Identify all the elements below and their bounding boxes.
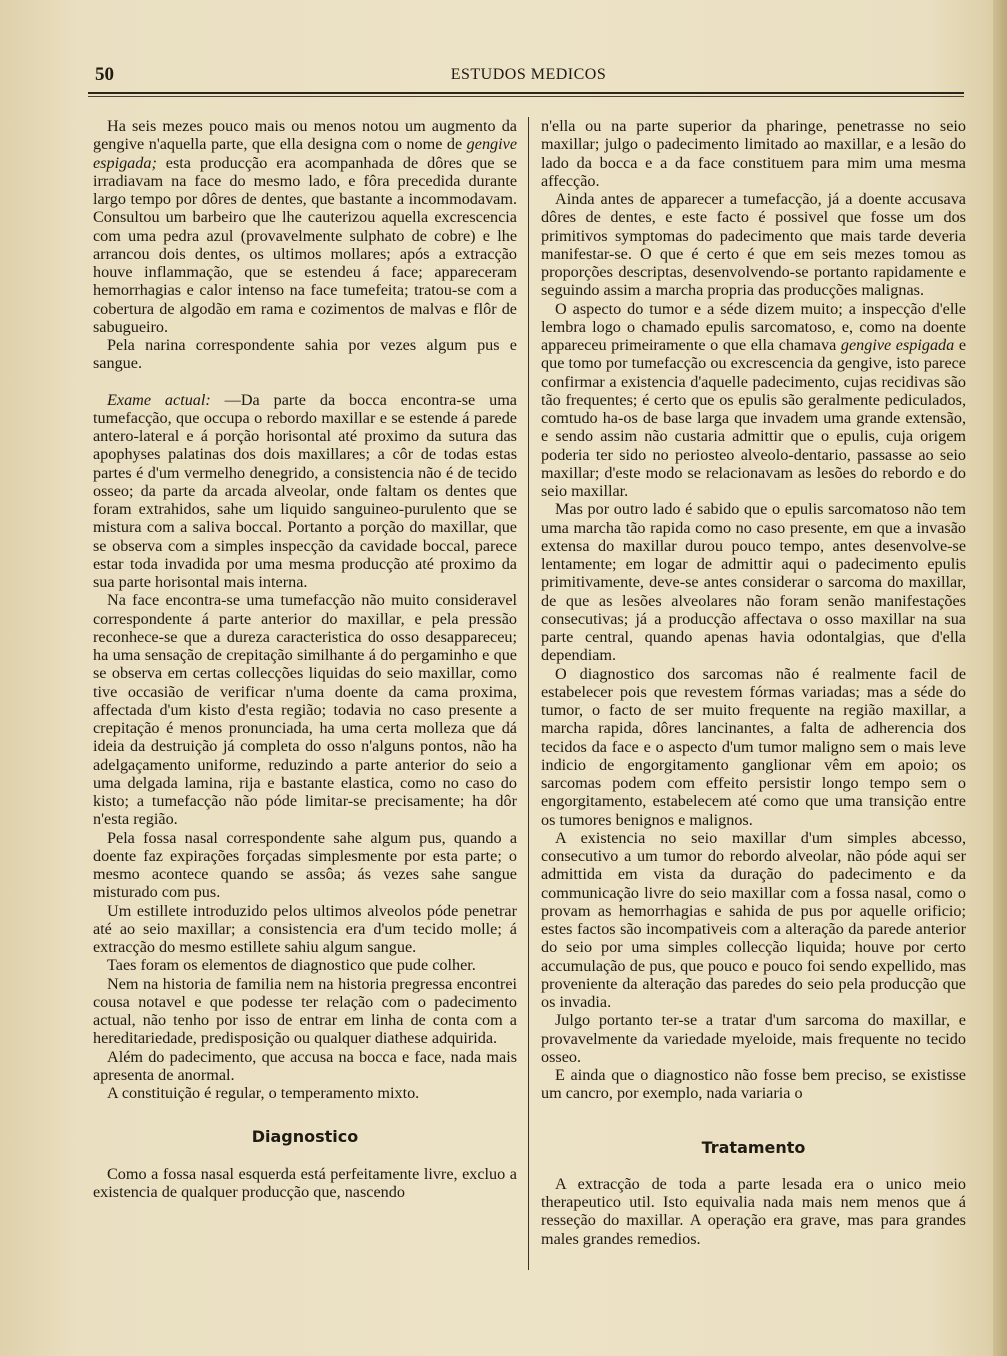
paragraph <box>93 117 517 336</box>
paragraph: Pela fossa nasal correspondente sahe algum pus, quando a doente faz expirações forçadas simplesmente por esta parte; o mesmo acontece quando se assôa; ás vezes sahe sangue misturado com pus. <box>93 828 517 902</box>
spacer <box>541 1157 966 1175</box>
paragraph: Pela narina correspondente sahia por vezes algum pus e sangue. <box>93 336 517 373</box>
paragraph <box>541 300 966 501</box>
paragraph: O diagnostico dos sarcomas não é realmente facil de estabelecer pois que revestem fórmas variadas; mas a séde do tumor, o facto de ser muito frequente na região maxillar, a marcha rapida, dôres lancinantes, a falta de adherencia dos tecidos da face e o aspecto d'um tumor maligno sem o mais leve indicio de engorgitamento ganglionar vêm em apoio; os sarcomas podem com effeito persistir longo tempo sem o engorgitamento, estabelecem até como que uma transição entre os tumores benignos e malignos. <box>541 664 966 829</box>
running-title: ESTUDOS MEDICOS <box>450 66 607 83</box>
paragraph: Ainda antes de apparecer a tumefacção, já a doente accusava dôres de dentes, e este facto é possivel que fosse um dos primitivos symptomas do padecimento que mais tarde deveria manifestar-se. O que é certo é que em seis mezes tomou as proporções descriptas, desenvolvendo-se portanto rapidamente e seguindo assim a marcha propria das producções malignas. <box>541 190 966 300</box>
header-rule-thin <box>88 96 964 97</box>
paragraph: Como a fossa nasal esquerda está perfeitamente livre, excluo a existencia de qualquer producção que, nascendo <box>93 1164 517 1201</box>
italic-term: gengive espigada <box>840 336 955 354</box>
paragraph: Mas por outro lado é sabido que o epulis sarcomatoso não tem uma marcha tão rapida como no caso presente, em que a invasão extensa do maxillar durou pouco tempo, antes desenvolve-se lentamente; em logar de admittir aqui o padecimento epulis primitivamente, deve-se antes considerar o sarcoma do maxillar, de que as lesões alveolares não foram senão manifestações consecutivas; já a producção affectava o osso maxillar na sua parte central, quando apenas havia odontalgias, que d'ella dependiam. <box>541 500 966 665</box>
paragraph: Taes foram os elementos de diagnostico que pude colher. <box>107 956 476 975</box>
text: Ha seis mezes pouco mais ou menos notou um augmento da gengive n'aquella parte, que ella designa com o nome de <box>93 117 517 154</box>
italic-heading: Exame actual: <box>107 390 211 409</box>
spacer <box>541 1103 966 1121</box>
paragraph: E ainda que o diagnostico não fosse bem preciso, se existisse um cancro, por exemplo, nada variaria o <box>541 1066 966 1103</box>
italic-term: gengive espigada; <box>93 135 518 172</box>
text: e que tomo por tumefacção ou excrescencia da gengive, isto parece confirmar a existencia d'aquelle padecimento, cujas recidivas são tão frequentes; é certo que os epulis são geralmente pediculados, comtudo ha-os de base larga que invadem uma grande extensão, e sendo assim não custaria admittir que o epulis, cuja origem poderia ter sido no periosteo alveolo-dentario, passasse ao seio maxillar; d'este modo se relacionavam as lesões do rebordo e do seio maxillar. <box>541 336 967 500</box>
paragraph: Nem na historia de familia nem na historia pregressa encontrei cousa notavel e que podesse ter relação com o padecimento actual, não tenho por isso de entrar em linha de conta com a hereditariedade, predisposição ou qualquer diathese adquirida. <box>93 974 517 1048</box>
paragraph: n'ella ou na parte superior da pharinge, penetrasse no seio maxillar; julgo o padecimento limitado ao maxillar, e a lesão do lado da bocca e a da face constituem para mim uma mesma affecção. <box>541 117 966 190</box>
page-header <box>95 62 962 92</box>
text: esta producção era acompanhada de dôres que se irradiavam na face do mesmo lado, e fôra precedida durante largo tempo por dôres de dentes, que bastante a incommodavam. Consultou um barbeiro que lhe cauterizou aquella excrescencia com uma pedra azul (provavelmente sulphato de cobre) e lhe arrancou dois dentes, os ultimos mollares; após a extracção houve inflammação, que se estendeu á face; appareceram hemorrhagias e calor intenso na face tumefeita; tratou-se com a cobertura de algodão em rama e cozimentos de malvas e flôr de sabugueiro. <box>93 153 517 336</box>
spacer <box>93 373 517 391</box>
text: O aspecto do tumor e a séde dizem muito; a inspecção d'elle lembra logo o chamado epulis sarcomatoso, e, como na doente appareceu primeiramente o que ella chamava <box>541 299 966 354</box>
paragraph: Julgo portanto ter-se a tratar d'um sarcoma do maxillar, e provavelmente da variedade myeloide, mais frequente no tecido osseo. <box>541 1011 966 1066</box>
spacer <box>93 1102 517 1120</box>
page-number: 50 <box>95 64 114 85</box>
right-column <box>541 117 966 1248</box>
page-edge-shadow <box>993 0 1007 1356</box>
section-heading-diagnostico: Diagnostico <box>251 1127 359 1147</box>
paragraph: A constituição é regular, o temperamento mixto. <box>107 1084 420 1102</box>
paragraph: Além do padecimento, que accusa na bocca e face, nada mais apresenta de anormal. <box>93 1047 517 1084</box>
paragraph: A extracção de toda a parte lesada era o unico meio therapeutico util. Isto equivalia nada mais nem menos que á resseção do maxillar. A operação era grave, mas para grandes males grandes remedios. <box>541 1174 966 1248</box>
column-divider <box>528 117 529 1270</box>
left-column <box>93 117 517 1201</box>
paragraph <box>93 391 517 592</box>
paragraph: A existencia no seio maxillar d'um simples abcesso, consecutivo a um tumor do rebordo alveolar, não póde aqui ser admittida em vista da duração do padecimento e da communicação livre do seio maxillar com a fossa nasal, como o provam as hemorrhagias e sahida de pus por aquelle orificio; estes factos são incompativeis com a alteração da parede anterior do seio por uma simples collecção liquida; houve por certo accumulação de pus, que pouco e pouco foi sendo expellido, mas proveniente da alteração das paredes do seio pela producção que os invadia. <box>541 828 966 1011</box>
spacer <box>541 1121 966 1139</box>
text: —Da parte da bocca encontra-se uma tumefacção, que occupa o rebordo maxillar e se estende á parede antero-lateral e á porção horisontal até proximo da sutura das apophyses palatinas dos dois maxillares; a côr de todas estas partes é d'um vermelho denegrido, a consistencia não é de tecido osseo; da parte da arcada alveolar, onde faltam os dentes que foram extrahidos, sahe um liquido sanguineo-purulento que se mistura com a saliva boccal. Portanto a porção do maxillar, que se observa com a simples inspecção da cavidade boccal, parece estar toda invadida por uma mesma producção até proximo da sua parte horisontal mais interna. <box>93 390 517 591</box>
paragraph: Na face encontra-se uma tumefacção não muito consideravel correspondente á parte anterior do maxillar, e pela pressão reconhece-se que a dureza caracteristica do osso desappareceu; ha uma sensação de crepitação similhante á do pergaminho e que se observa em certas collecções liquidas do seio maxillar, como tive occasião de verificar n'uma doente da cama proxima, affectada d'um kisto d'esta região; todavia no caso presente a crepitação é menos pronunciada, ha uma certa molleza que dá ideia da destruição já completa do osso n'alguns pontos, não ha adelgaçamento uniforme, reduzindo a parte anterior do seio a uma delgada lamina, rija e bastante elastica, como no caso do kisto; a tumefacção não póde limitar-se precisamente; ha dôr n'esta região. <box>93 591 517 829</box>
spacer <box>93 1147 517 1165</box>
section-heading-tratamento: Tratamento <box>701 1137 806 1157</box>
header-rule <box>88 92 964 94</box>
paragraph: Um estillete introduzido pelos ultimos alveolos póde penetrar até ao seio maxillar; a consistencia era d'um tecido molle; á extracção do mesmo estillete sahiu algum sangue. <box>93 901 517 956</box>
